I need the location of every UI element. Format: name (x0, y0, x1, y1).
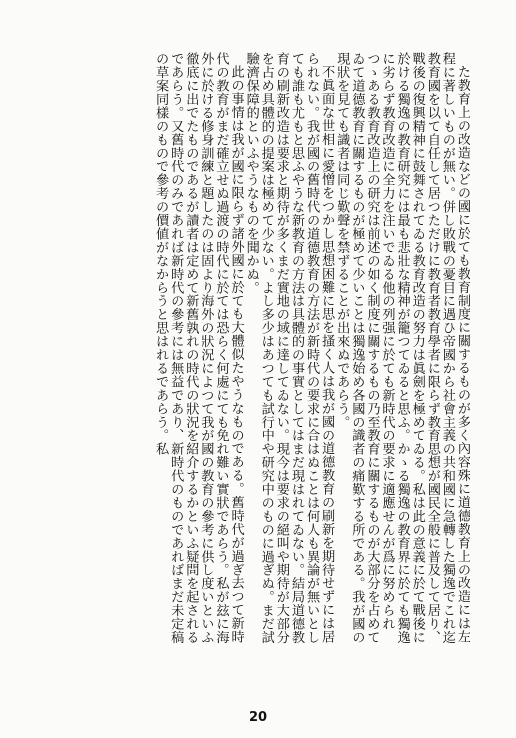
paragraph-3: 此の事情は我が國に限らず諸外國に於ても大體似たやうなものである。舊時代が過ぎ去つて新時代の教育がまだ確立せぬ過渡の時代に於ては恐らく何處にても免れ難い實狀であらう。私が玆に海外に於ける修身訓練と題したのは固より海外の狀況によつて我が國の教育の參考に供し度いといふ徹底に出でたものであるが讀者は定めて新舊孰れの時代の狀況を紹介するかといふ疑問を起されるであらう。又舊時代のみであれば新時代の參考には無益であり、新時代のものであればまだ未定稿の草案同樣のもので參考の價値がなからうと思はれるであらう。私 (153, 52, 244, 644)
paragraph-2: 不眞面な世相に愛憎をつかし思想困難に思を搔く人は我が國の道德教育の刷新を期待せずには居られない。我が國の舊時代の道德教育の方法が新時代の要求に合はぬことは何人も異論が無いとしても誰も尤もと思ふやうな新教育の方法は具體的の事實としてはまだ現はれてゐない。結局道德教育の刷新改造は要求と期待が多くまだ實地の域に達してゐない。現今は要求の絕叫や期待が大部分を占め具體的の提案は極めて少ない。よし多少はあつても試行中や研究中のものに過ぎぬ。まだ試驗濟保障的といふやうなものを聞かぬ。 (243, 52, 335, 644)
body-text (50, 52, 470, 654)
paragraph-1: た教育上の改造などの國に於ても教育制度に關するものが多く內容殊に道德教育上の改造には左程に著しいものが無い。併し敗戰の憂目に遇ひ帝國から社會主義の共和國に急轉した獨逸でこれ迄教育國を以て自任して居つただけに教育者教育學者に限らず教育思想が國民全般に普及して居り、戰後の復興精神に鼓舞されてゐる教育改造の努力は眞劍を極めてゐる。私は此の意義に於て戰後に於ける獨逸の教育研究には最も悲壯な精神が籠つてゐると思ふ。かゝる獨逸の教育界に於ても獨逸に劣らず教育改造に全力を注いでゐる他の列强に於ても新時代の要求に適應せんが爲に努められつゝある教育改造上の研究は前述の如く制度に關するもの乃至教育に關するものが大部分を占めてゐて道德教育に關するものが極めて少いことは獨逸始め各國の識者の痛歎する所である。我が國の現狀を見ても識者は同じ歎聲を禁ずることが出來ぬであらう。 (334, 52, 470, 644)
page-number: 20 (248, 710, 268, 725)
